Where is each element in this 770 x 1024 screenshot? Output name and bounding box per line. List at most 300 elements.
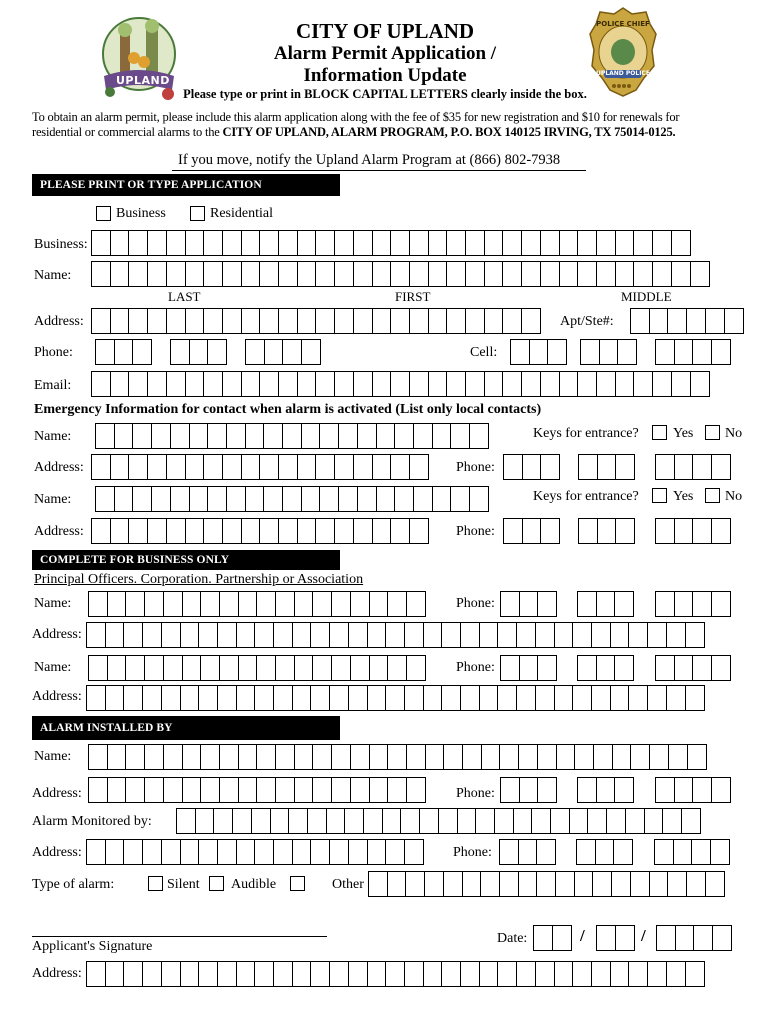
char-box[interactable] [671, 230, 691, 256]
char-box[interactable] [655, 591, 675, 617]
char-box[interactable] [200, 591, 220, 617]
char-box[interactable] [110, 371, 130, 397]
char-box[interactable] [711, 339, 731, 365]
emergency1-name-field[interactable] [95, 423, 488, 449]
emergency2-keys-yes-checkbox[interactable] [652, 488, 667, 503]
char-box[interactable] [510, 339, 530, 365]
char-box[interactable] [685, 685, 705, 711]
char-box[interactable] [307, 808, 327, 834]
char-box[interactable] [390, 518, 410, 544]
char-box[interactable] [673, 839, 693, 865]
char-box[interactable] [238, 591, 258, 617]
char-box[interactable] [245, 486, 265, 512]
char-box[interactable] [88, 744, 108, 770]
char-box[interactable] [540, 261, 560, 287]
char-box[interactable] [450, 423, 470, 449]
char-box[interactable] [282, 423, 302, 449]
char-box[interactable] [469, 423, 489, 449]
monitor-address-field[interactable] [86, 839, 423, 865]
char-box[interactable] [413, 423, 433, 449]
char-box[interactable] [484, 230, 504, 256]
char-box[interactable] [711, 454, 731, 480]
char-box[interactable] [423, 685, 443, 711]
char-box[interactable] [559, 371, 579, 397]
char-box[interactable] [503, 518, 523, 544]
char-box[interactable] [606, 808, 626, 834]
char-box[interactable] [552, 925, 572, 951]
officer2-address-field[interactable] [86, 685, 703, 711]
char-box[interactable] [189, 339, 209, 365]
char-box[interactable] [338, 486, 358, 512]
char-box[interactable] [385, 685, 405, 711]
char-box[interactable] [282, 486, 302, 512]
char-box[interactable] [182, 744, 202, 770]
char-box[interactable] [282, 339, 302, 365]
char-box[interactable] [615, 371, 635, 397]
char-box[interactable] [292, 839, 312, 865]
char-box[interactable] [500, 655, 520, 681]
char-box[interactable] [610, 961, 630, 987]
char-box[interactable] [540, 454, 560, 480]
char-box[interactable] [207, 339, 227, 365]
char-box[interactable] [114, 339, 134, 365]
char-box[interactable] [666, 622, 686, 648]
char-box[interactable] [409, 230, 429, 256]
char-box[interactable] [522, 518, 542, 544]
char-box[interactable] [91, 308, 111, 334]
char-box[interactable] [185, 308, 205, 334]
char-box[interactable] [132, 339, 152, 365]
char-box[interactable] [222, 518, 242, 544]
char-box[interactable] [350, 777, 370, 803]
char-box[interactable] [394, 423, 414, 449]
char-box[interactable] [185, 371, 205, 397]
char-box[interactable] [385, 839, 405, 865]
installer-address-field[interactable] [88, 777, 425, 803]
char-box[interactable] [110, 230, 130, 256]
char-box[interactable] [577, 591, 597, 617]
char-box[interactable] [198, 622, 218, 648]
char-box[interactable] [385, 622, 405, 648]
char-box[interactable] [432, 486, 452, 512]
char-box[interactable] [369, 655, 389, 681]
char-box[interactable] [275, 591, 295, 617]
char-box[interactable] [559, 230, 579, 256]
char-box[interactable] [596, 925, 616, 951]
char-box[interactable] [254, 622, 274, 648]
char-box[interactable] [460, 622, 480, 648]
char-box[interactable] [387, 777, 407, 803]
cell-prefix[interactable] [580, 339, 636, 365]
char-box[interactable] [315, 371, 335, 397]
char-box[interactable] [615, 454, 635, 480]
char-box[interactable] [241, 454, 261, 480]
emergency1-keys-yes-checkbox[interactable] [652, 425, 667, 440]
char-box[interactable] [465, 308, 485, 334]
char-box[interactable] [236, 622, 256, 648]
char-box[interactable] [310, 961, 330, 987]
char-box[interactable] [555, 871, 575, 897]
char-box[interactable] [142, 685, 162, 711]
char-box[interactable] [692, 518, 712, 544]
char-box[interactable] [647, 622, 667, 648]
char-box[interactable] [107, 655, 127, 681]
char-box[interactable] [163, 777, 183, 803]
char-box[interactable] [479, 961, 499, 987]
other-type-field[interactable] [368, 871, 723, 897]
char-box[interactable] [597, 454, 617, 480]
char-box[interactable] [712, 925, 732, 951]
char-box[interactable] [644, 808, 664, 834]
char-box[interactable] [182, 655, 202, 681]
char-box[interactable] [107, 777, 127, 803]
char-box[interactable] [385, 961, 405, 987]
char-box[interactable] [105, 622, 125, 648]
char-box[interactable] [353, 261, 373, 287]
char-box[interactable] [170, 339, 190, 365]
char-box[interactable] [591, 685, 611, 711]
char-box[interactable] [615, 230, 635, 256]
char-box[interactable] [518, 871, 538, 897]
char-box[interactable] [614, 591, 634, 617]
char-box[interactable] [315, 518, 335, 544]
char-box[interactable] [687, 744, 707, 770]
char-box[interactable] [692, 454, 712, 480]
char-box[interactable] [654, 839, 674, 865]
char-box[interactable] [222, 371, 242, 397]
char-box[interactable] [633, 371, 653, 397]
char-box[interactable] [390, 454, 410, 480]
char-box[interactable] [147, 308, 167, 334]
char-box[interactable] [180, 685, 200, 711]
char-box[interactable] [372, 454, 392, 480]
char-box[interactable] [166, 454, 186, 480]
char-box[interactable] [479, 622, 499, 648]
char-box[interactable] [441, 961, 461, 987]
char-box[interactable] [315, 261, 335, 287]
officer2-phone-line[interactable] [655, 655, 730, 681]
char-box[interactable] [251, 808, 271, 834]
char-box[interactable] [338, 423, 358, 449]
char-box[interactable] [686, 871, 706, 897]
char-box[interactable] [110, 518, 130, 544]
char-box[interactable] [405, 871, 425, 897]
char-box[interactable] [578, 518, 598, 544]
char-box[interactable] [686, 308, 706, 334]
char-box[interactable] [292, 622, 312, 648]
char-box[interactable] [516, 685, 536, 711]
char-box[interactable] [232, 808, 252, 834]
char-box[interactable] [611, 871, 631, 897]
char-box[interactable] [372, 308, 392, 334]
char-box[interactable] [254, 685, 274, 711]
char-box[interactable] [176, 808, 196, 834]
char-box[interactable] [86, 839, 106, 865]
char-box[interactable] [144, 655, 164, 681]
char-box[interactable] [656, 925, 676, 951]
char-box[interactable] [297, 518, 317, 544]
signer-address-field[interactable] [86, 961, 703, 987]
char-box[interactable] [315, 230, 335, 256]
char-box[interactable] [207, 486, 227, 512]
char-box[interactable] [387, 871, 407, 897]
char-box[interactable] [259, 454, 279, 480]
char-box[interactable] [331, 655, 351, 681]
char-box[interactable] [88, 591, 108, 617]
char-box[interactable] [273, 961, 293, 987]
char-box[interactable] [503, 454, 523, 480]
officer1-phone-area[interactable] [500, 591, 556, 617]
char-box[interactable] [428, 371, 448, 397]
char-box[interactable] [353, 454, 373, 480]
char-box[interactable] [460, 685, 480, 711]
char-box[interactable] [390, 261, 410, 287]
char-box[interactable] [114, 423, 134, 449]
char-box[interactable] [372, 518, 392, 544]
char-box[interactable] [348, 685, 368, 711]
char-box[interactable] [105, 961, 125, 987]
char-box[interactable] [236, 685, 256, 711]
char-box[interactable] [711, 518, 731, 544]
char-box[interactable] [203, 308, 223, 334]
char-box[interactable] [681, 808, 701, 834]
char-box[interactable] [236, 961, 256, 987]
char-box[interactable] [297, 230, 317, 256]
char-box[interactable] [114, 486, 134, 512]
char-box[interactable] [577, 777, 597, 803]
char-box[interactable] [404, 685, 424, 711]
char-box[interactable] [372, 230, 392, 256]
char-box[interactable] [554, 685, 574, 711]
char-box[interactable] [203, 230, 223, 256]
char-box[interactable] [649, 871, 669, 897]
char-box[interactable] [630, 871, 650, 897]
char-box[interactable] [537, 744, 557, 770]
char-box[interactable] [329, 685, 349, 711]
char-box[interactable] [125, 591, 145, 617]
char-box[interactable] [481, 744, 501, 770]
char-box[interactable] [367, 961, 387, 987]
char-box[interactable] [376, 486, 396, 512]
char-box[interactable] [469, 486, 489, 512]
monitored-by-field[interactable] [176, 808, 700, 834]
business-name-field[interactable] [91, 230, 690, 256]
char-box[interactable] [409, 371, 429, 397]
char-box[interactable] [142, 622, 162, 648]
char-box[interactable] [692, 777, 712, 803]
char-box[interactable] [238, 655, 258, 681]
char-box[interactable] [367, 839, 387, 865]
char-box[interactable] [278, 371, 298, 397]
char-box[interactable] [222, 261, 242, 287]
officer1-phone-prefix[interactable] [577, 591, 633, 617]
char-box[interactable] [369, 777, 389, 803]
char-box[interactable] [353, 518, 373, 544]
char-box[interactable] [518, 839, 538, 865]
char-box[interactable] [110, 261, 130, 287]
char-box[interactable] [294, 591, 314, 617]
char-box[interactable] [536, 871, 556, 897]
char-box[interactable] [630, 308, 650, 334]
char-box[interactable] [222, 454, 242, 480]
char-box[interactable] [724, 308, 744, 334]
char-box[interactable] [647, 685, 667, 711]
char-box[interactable] [572, 685, 592, 711]
monitor-phone-prefix[interactable] [576, 839, 632, 865]
char-box[interactable] [189, 486, 209, 512]
char-box[interactable] [91, 230, 111, 256]
char-box[interactable] [705, 308, 725, 334]
char-box[interactable] [180, 961, 200, 987]
char-box[interactable] [86, 685, 106, 711]
char-box[interactable] [128, 371, 148, 397]
char-box[interactable] [406, 655, 426, 681]
char-box[interactable] [350, 655, 370, 681]
char-box[interactable] [245, 423, 265, 449]
emergency2-address-field[interactable] [91, 518, 428, 544]
char-box[interactable] [310, 839, 330, 865]
char-box[interactable] [334, 454, 354, 480]
char-box[interactable] [390, 230, 410, 256]
char-box[interactable] [655, 655, 675, 681]
char-box[interactable] [465, 261, 485, 287]
char-box[interactable] [357, 486, 377, 512]
char-box[interactable] [655, 518, 675, 544]
char-box[interactable] [95, 486, 115, 512]
char-box[interactable] [540, 371, 560, 397]
char-box[interactable] [652, 230, 672, 256]
char-box[interactable] [200, 655, 220, 681]
applicant-phone-prefix[interactable] [170, 339, 226, 365]
char-box[interactable] [536, 839, 556, 865]
char-box[interactable] [428, 308, 448, 334]
char-box[interactable] [110, 308, 130, 334]
char-box[interactable] [259, 261, 279, 287]
char-box[interactable] [166, 261, 186, 287]
char-box[interactable] [348, 622, 368, 648]
char-box[interactable] [107, 744, 127, 770]
char-box[interactable] [662, 808, 682, 834]
char-box[interactable] [537, 655, 557, 681]
char-box[interactable] [315, 308, 335, 334]
char-box[interactable] [711, 777, 731, 803]
char-box[interactable] [580, 339, 600, 365]
char-box[interactable] [334, 230, 354, 256]
char-box[interactable] [513, 808, 533, 834]
emergency1-phone-area[interactable] [503, 454, 559, 480]
char-box[interactable] [238, 744, 258, 770]
emergency2-keys-no-checkbox[interactable] [705, 488, 720, 503]
char-box[interactable] [294, 655, 314, 681]
char-box[interactable] [450, 486, 470, 512]
char-box[interactable] [675, 925, 695, 951]
char-box[interactable] [294, 777, 314, 803]
char-box[interactable] [671, 261, 691, 287]
char-box[interactable] [128, 230, 148, 256]
char-box[interactable] [203, 371, 223, 397]
officer2-phone-prefix[interactable] [577, 655, 633, 681]
char-box[interactable] [572, 622, 592, 648]
char-box[interactable] [465, 371, 485, 397]
char-box[interactable] [185, 454, 205, 480]
char-box[interactable] [516, 961, 536, 987]
char-box[interactable] [363, 808, 383, 834]
char-box[interactable] [390, 371, 410, 397]
char-box[interactable] [462, 871, 482, 897]
char-box[interactable] [705, 871, 725, 897]
other-checkbox[interactable] [290, 876, 305, 891]
char-box[interactable] [226, 423, 246, 449]
char-box[interactable] [596, 777, 616, 803]
char-box[interactable] [592, 871, 612, 897]
char-box[interactable] [254, 839, 274, 865]
char-box[interactable] [147, 454, 167, 480]
char-box[interactable] [559, 261, 579, 287]
char-box[interactable] [219, 655, 239, 681]
emergency2-phone-line[interactable] [655, 518, 730, 544]
char-box[interactable] [182, 777, 202, 803]
char-box[interactable] [438, 808, 458, 834]
char-box[interactable] [406, 777, 426, 803]
char-box[interactable] [692, 591, 712, 617]
char-box[interactable] [409, 518, 429, 544]
char-box[interactable] [334, 308, 354, 334]
char-box[interactable] [161, 622, 181, 648]
char-box[interactable] [144, 591, 164, 617]
applicant-address-field[interactable] [91, 308, 540, 334]
char-box[interactable] [163, 591, 183, 617]
char-box[interactable] [203, 261, 223, 287]
char-box[interactable] [263, 423, 283, 449]
char-box[interactable] [348, 961, 368, 987]
char-box[interactable] [633, 230, 653, 256]
char-box[interactable] [142, 961, 162, 987]
silent-checkbox[interactable] [148, 876, 163, 891]
char-box[interactable] [596, 371, 616, 397]
char-box[interactable] [369, 744, 389, 770]
char-box[interactable] [142, 839, 162, 865]
char-box[interactable] [273, 839, 293, 865]
char-box[interactable] [185, 518, 205, 544]
char-box[interactable] [105, 685, 125, 711]
char-box[interactable] [259, 230, 279, 256]
char-box[interactable] [256, 591, 276, 617]
char-box[interactable] [217, 961, 237, 987]
date-year-field[interactable] [656, 925, 731, 951]
installer-name-field[interactable] [88, 744, 705, 770]
char-box[interactable] [312, 591, 332, 617]
char-box[interactable] [222, 308, 242, 334]
char-box[interactable] [690, 261, 710, 287]
char-box[interactable] [163, 655, 183, 681]
char-box[interactable] [278, 230, 298, 256]
char-box[interactable] [312, 655, 332, 681]
emergency1-phone-line[interactable] [655, 454, 730, 480]
char-box[interactable] [245, 339, 265, 365]
emergency1-keys-no-checkbox[interactable] [705, 425, 720, 440]
char-box[interactable] [446, 230, 466, 256]
char-box[interactable] [200, 777, 220, 803]
char-box[interactable] [529, 339, 549, 365]
char-box[interactable] [372, 261, 392, 287]
char-box[interactable] [484, 261, 504, 287]
char-box[interactable] [502, 230, 522, 256]
char-box[interactable] [182, 591, 202, 617]
char-box[interactable] [166, 371, 186, 397]
char-box[interactable] [587, 808, 607, 834]
char-box[interactable] [577, 261, 597, 287]
char-box[interactable] [497, 685, 517, 711]
